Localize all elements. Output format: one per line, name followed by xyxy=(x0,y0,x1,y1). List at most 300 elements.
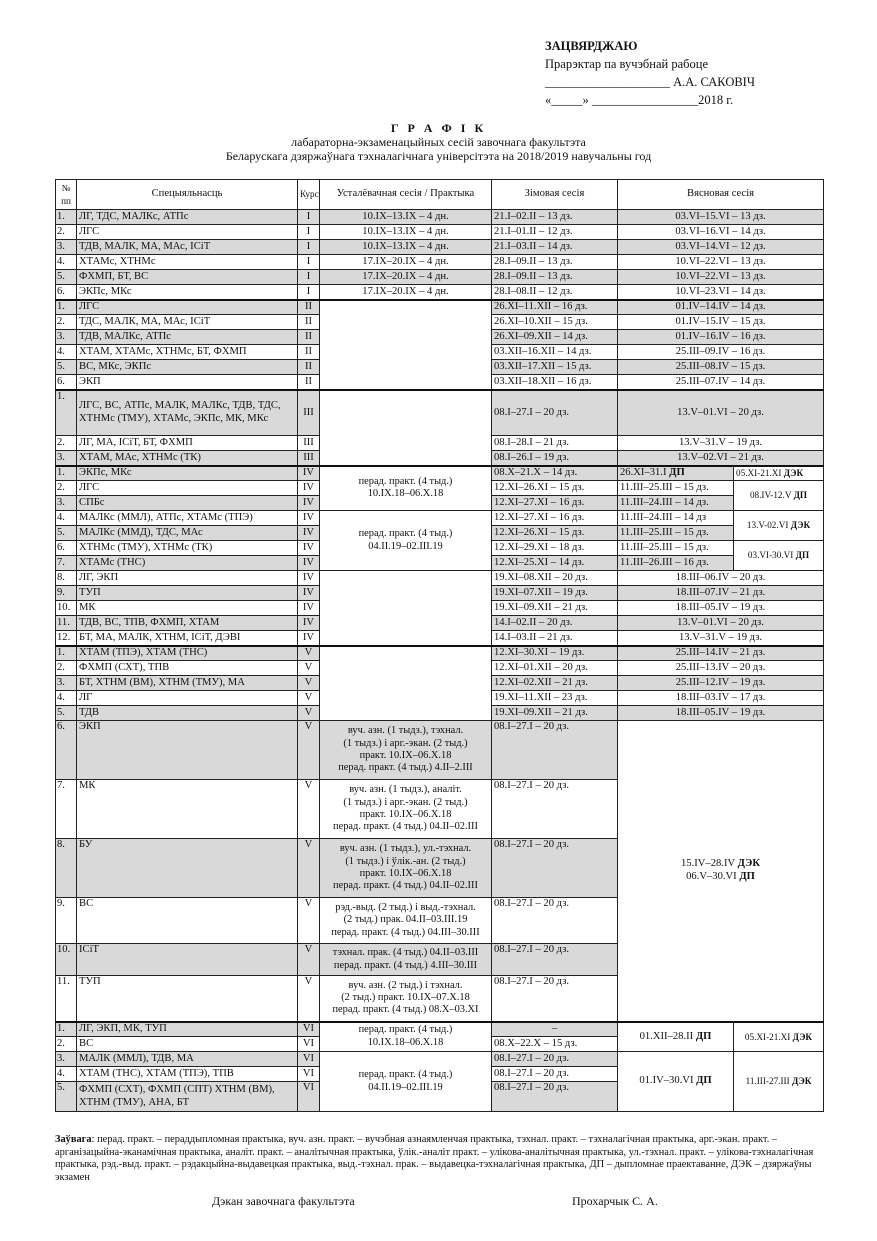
dek-type: ДЭК xyxy=(790,520,811,531)
cell-winter: 28.I–09.II – 13 дз. xyxy=(492,255,618,270)
cell-spring-merged xyxy=(618,721,824,1022)
cell-num: 5. xyxy=(56,270,77,285)
cell-winter: 08.I–27.I – 20 дз. xyxy=(492,898,618,944)
cell-course: I xyxy=(298,255,320,270)
table-row xyxy=(56,646,824,661)
cell-install-empty xyxy=(320,646,492,721)
cell-spec: ІСіТ xyxy=(77,944,298,976)
cell-spec: ЛГ, ЭКП xyxy=(77,571,298,586)
header-spec: Спецыяльнасць xyxy=(77,180,298,210)
practice-line: вуч. азн. (1 тыдз.), тэхнал. xyxy=(347,725,464,737)
table-row xyxy=(56,270,824,285)
cell-spring: 25.III–13.IV – 20 дз. xyxy=(618,661,824,676)
cell-spring: 01.IV–16.IV – 16 дз. xyxy=(618,330,824,345)
cell-num: 5. xyxy=(56,360,77,375)
cell-num: 11. xyxy=(56,616,77,631)
dp-dates: 01.IV–30.VI xyxy=(639,1075,694,1087)
cell-spring: 13.V–31.V – 19 дз. xyxy=(618,631,824,646)
cell-spring-part xyxy=(618,466,734,481)
cell-num: 2. xyxy=(56,481,77,496)
cell-course: V xyxy=(298,706,320,721)
spring-line-dp xyxy=(620,871,821,883)
cell-winter: 03.XII–16.XII – 14 дз. xyxy=(492,345,618,360)
document-title xyxy=(0,121,877,163)
cell-num: 4. xyxy=(56,691,77,706)
practice-line: практ. 10.IX–06.X.18 xyxy=(359,809,452,820)
table-row xyxy=(56,466,824,481)
practice-line: перад. практ. (4 тыд.) 04.III–30.III xyxy=(331,926,480,938)
approval-position: Прарэктар па вучэбнай рабоце xyxy=(545,57,708,71)
cell-spec: ЛГ xyxy=(77,691,298,706)
cell-install: 17.IX–20.IX – 4 дн. xyxy=(320,255,492,270)
cell-spring-dp xyxy=(734,541,824,571)
cell-spring: 25.III–12.IV – 19 дз. xyxy=(618,676,824,691)
cell-course: II xyxy=(298,360,320,375)
cell-spec: МАЛКс (ММЛ), АТПс, ХТАМс (ТПЭ) xyxy=(77,511,298,526)
cell-spec: ЭКП xyxy=(77,721,298,780)
footnote-label: Заўвага xyxy=(55,1134,92,1145)
practice-line: 10.IX.18–06.X.18 xyxy=(367,488,444,500)
cell-num: 2. xyxy=(56,1037,77,1052)
table-row xyxy=(56,571,824,586)
practice-line: перад. практ. (4 тыд.) 04.II–02.III xyxy=(333,880,478,892)
dek-dates: 11.III-27.III xyxy=(745,1076,790,1087)
cell-spec: БУ xyxy=(77,839,298,898)
cell-spec: ЛГ, ТДС, МАЛКс, АТПс xyxy=(77,210,298,225)
cell-num: 6. xyxy=(56,285,77,300)
dean-name: Прохарчык С. А. xyxy=(572,1194,658,1208)
table-row xyxy=(56,511,824,526)
cell-spring: 03.VI–16.VI – 14 дз. xyxy=(618,225,824,240)
cell-winter: 08.I–26.I – 19 дз. xyxy=(492,451,618,466)
cell-spring: 10.VI–23.VI – 14 дз. xyxy=(618,285,824,300)
header-num: № пп xyxy=(56,180,77,210)
cell-spec: ХТАМ (ТПЭ), ХТАМ (ТНС) xyxy=(77,646,298,661)
cell-winter: 21.I–02.II – 13 дз. xyxy=(492,210,618,225)
cell-course: VI xyxy=(298,1082,320,1112)
cell-spec: ТДВ, МАЛК, МА, МАс, ІСіТ xyxy=(77,240,298,255)
cell-install: 10.IX–13.IX – 4 дн. xyxy=(320,240,492,255)
cell-install: 17.IX–20.IX – 4 дн. xyxy=(320,285,492,300)
cell-winter: 03.XII–18.XII – 16 дз. xyxy=(492,375,618,390)
cell-num: 3. xyxy=(56,240,77,255)
practice-line: перад. практ. (4 тыд.) xyxy=(358,1069,453,1081)
cell-course: VI xyxy=(298,1067,320,1082)
cell-winter: 03.XII–17.XII – 15 дз. xyxy=(492,360,618,375)
approval-signature-line: ____________________ А.А. САКОВІЧ xyxy=(545,75,755,89)
cell-spec: МК xyxy=(77,780,298,839)
cell-winter: 19.XI–09.XII – 21 дз. xyxy=(492,706,618,721)
approval-date-line: «_____» _________________2018 г. xyxy=(545,93,734,107)
cell-install-empty xyxy=(320,571,492,646)
header-install: Усталёвачная сесія / Практыка xyxy=(320,180,492,210)
cell-course: I xyxy=(298,210,320,225)
cell-spec: ХТАМ, МАс, ХТНМс (ТК) xyxy=(77,451,298,466)
practice-line: вуч. азн. (1 тыдз.), ул.-тэхнал. xyxy=(339,843,472,855)
cell-install: 17.IX–20.IX – 4 дн. xyxy=(320,270,492,285)
cell-num: 1. xyxy=(56,210,77,225)
practice-line: 10.IX.18–06.X.18 xyxy=(367,1036,444,1048)
cell-spring: 01.IV–15.IV – 15 дз. xyxy=(618,315,824,330)
cell-winter: – xyxy=(492,1022,618,1037)
cell-course: IV xyxy=(298,511,320,526)
cell-num: 10. xyxy=(56,601,77,616)
cell-spec: ЛГ, МА, ІСіТ, БТ, ФХМП xyxy=(77,436,298,451)
cell-spring-part: 11.III–24.III – 14 дз xyxy=(618,511,734,526)
title-subtitle-1: лабараторна-экзаменацыйных сесій завочнага факультэта xyxy=(291,135,586,149)
cell-num: 2. xyxy=(56,315,77,330)
cell-winter: 08.I–27.I – 20 дз. xyxy=(492,976,618,1022)
cell-course: III xyxy=(298,436,320,451)
cell-winter: 12.XI–27.XI – 16 дз. xyxy=(492,511,618,526)
table-row xyxy=(56,285,824,300)
cell-num: 8. xyxy=(56,839,77,898)
schedule-table xyxy=(55,179,824,1112)
cell-spec: БТ, МА, МАЛК, ХТНМ, ІСіТ, ДЭВІ xyxy=(77,631,298,646)
header-winter: Зімовая сесія xyxy=(492,180,618,210)
cell-winter: 26.XI–09.XII – 14 дз. xyxy=(492,330,618,345)
cell-winter: 12.XI–29.XI – 18 дз. xyxy=(492,541,618,556)
cell-num: 4. xyxy=(56,511,77,526)
cell-spec: ХТАМ, ХТАМс, ХТНМс, БТ, ФХМП xyxy=(77,345,298,360)
cell-course: V xyxy=(298,976,320,1022)
cell-spring: 25.III–07.IV – 14 дз. xyxy=(618,375,824,390)
cell-course: VI xyxy=(298,1037,320,1052)
practice-line: перад. практ. (4 тыд.) 08.X–03.XI xyxy=(332,1004,479,1016)
cell-practice-merged xyxy=(320,466,492,511)
cell-num: 1. xyxy=(56,1022,77,1037)
cell-num: 3. xyxy=(56,676,77,691)
table-row xyxy=(56,1052,824,1067)
dek-dates: 05.XI-21.XI xyxy=(736,468,782,479)
table-row xyxy=(56,210,824,225)
spring-dek-dates: 15.IV–28.IV xyxy=(680,858,735,870)
cell-winter: 08.I–27.I – 20 дз. xyxy=(492,1052,618,1067)
cell-num: 11. xyxy=(56,976,77,1022)
cell-num: 6. xyxy=(56,721,77,780)
cell-num: 7. xyxy=(56,556,77,571)
table-row xyxy=(56,240,824,255)
cell-num: 2. xyxy=(56,225,77,240)
cell-spring-dp xyxy=(618,1022,734,1052)
practice-line: перад. практ. (4 тыд.) xyxy=(358,528,453,540)
cell-spring-part: 11.III–24.III – 14 дз. xyxy=(618,496,734,511)
cell-practice xyxy=(320,839,492,898)
cell-spec: ТУП xyxy=(77,586,298,601)
cell-num: 7. xyxy=(56,780,77,839)
cell-course: IV xyxy=(298,496,320,511)
cell-num: 10. xyxy=(56,944,77,976)
cell-course: II xyxy=(298,375,320,390)
cell-winter: 12.XI–26.XI – 15 дз. xyxy=(492,526,618,541)
practice-line: (1 тыдз.) і арг.-экан. (2 тыд.) xyxy=(343,737,468,749)
practice-line: тэхнал. прак. (4 тыд.) 04.II–03.III xyxy=(332,947,479,959)
cell-spec: ХТАМ (ТНС), ХТАМ (ТПЭ), ТПВ xyxy=(77,1067,298,1082)
cell-install-empty xyxy=(320,390,492,466)
practice-line: перад. практ. (4 тыд.) xyxy=(358,1024,453,1036)
cell-spring-dp xyxy=(618,1052,734,1112)
practice-line: перад. практ. (4 тыд.) xyxy=(358,475,453,487)
cell-spec: МАЛКс (ММД), ТДС, МАс xyxy=(77,526,298,541)
footnote-text: : перад. практ. – пераддыпломная практыка, вуч. азн. практ. – вучэбная азнаямленчая практыка, тэхнал. практ. – тэхналагічная практыка, арг.-экан. практ. – арганізацыйна-эканамічная практыка, аналіт. практ. – аналітычная практыка, ўлік.-аналіт практ. – улікова-аналітычная практыка, ул.-тэхнал. практ. – улікова-тэхналагічная практыка, рэд.-выд. практ. – рэдакцыйна-выдавецкая практыка, выд.-тэхнал. прак. – выдавецка-тэхналагічная практыка, ДП – дыпломнае праектаванне, ДЭК – дзяржаўны экзамен xyxy=(55,1134,814,1183)
cell-practice-merged xyxy=(320,511,492,571)
cell-winter: 08.I–27.I – 20 дз. xyxy=(492,839,618,898)
practice-line: перад. практ. (4 тыд.) 4.II–2.III xyxy=(338,762,473,774)
cell-course: II xyxy=(298,300,320,315)
table-row xyxy=(56,300,824,315)
cell-num: 5. xyxy=(56,1082,77,1112)
cell-num: 5. xyxy=(56,526,77,541)
cell-course: IV xyxy=(298,481,320,496)
cell-course: VI xyxy=(298,1022,320,1037)
cell-spec: МАЛК (ММЛ), ТДВ, МА xyxy=(77,1052,298,1067)
cell-course: IV xyxy=(298,466,320,481)
cell-practice xyxy=(320,721,492,780)
cell-course: II xyxy=(298,315,320,330)
cell-spring: 18.III–07.IV – 21 дз. xyxy=(618,586,824,601)
footnote xyxy=(55,1134,825,1184)
cell-practice xyxy=(320,976,492,1022)
practice-line: перад. практ. (4 тыд.) 4.III–30.III xyxy=(333,959,478,971)
table-row xyxy=(56,225,824,240)
cell-winter: 12.XI–30.XI – 19 дз. xyxy=(492,646,618,661)
cell-winter: 12.XI–02.XII – 21 дз. xyxy=(492,676,618,691)
cell-spring: 25.III–14.IV – 21 дз. xyxy=(618,646,824,661)
cell-course: V xyxy=(298,691,320,706)
cell-course: I xyxy=(298,270,320,285)
cell-course: V xyxy=(298,839,320,898)
cell-num: 1. xyxy=(56,646,77,661)
cell-num: 2. xyxy=(56,661,77,676)
cell-winter: 08.X–22.X – 15 дз. xyxy=(492,1037,618,1052)
cell-num: 5. xyxy=(56,706,77,721)
cell-num: 1. xyxy=(56,466,77,481)
cell-spec: ХТАМс, ХТНМс xyxy=(77,255,298,270)
cell-winter: 19.XI–07.XII – 19 дз. xyxy=(492,586,618,601)
header-spring: Вясновая сесія xyxy=(618,180,824,210)
cell-practice xyxy=(320,898,492,944)
cell-winter: 26.XI–11.XII – 16 дз. xyxy=(492,300,618,315)
cell-num: 9. xyxy=(56,898,77,944)
cell-winter: 08.I–27.I – 20 дз. xyxy=(492,780,618,839)
cell-spring: 18.III–05.IV – 19 дз. xyxy=(618,706,824,721)
cell-winter: 26.XI–10.XII – 15 дз. xyxy=(492,315,618,330)
cell-install: 10.IX–13.IX – 4 дн. xyxy=(320,210,492,225)
cell-spec: ФХМП (СХТ), ФХМП (СПТ) ХТНМ (ВМ), ХТНМ (ТМУ), АНА, БТ xyxy=(77,1082,298,1112)
cell-winter: 12.XI–27.XI – 16 дз. xyxy=(492,496,618,511)
spring-dek-type: ДЭК xyxy=(737,858,761,870)
practice-line: перад. практ. (4 тыд.) 04.II–02.III xyxy=(333,821,478,833)
cell-course: IV xyxy=(298,601,320,616)
cell-spring: 13.V–01.VI – 20 дз. xyxy=(618,616,824,631)
cell-spec: ЭКП xyxy=(77,375,298,390)
cell-course: II xyxy=(298,345,320,360)
spring-type: ДП xyxy=(669,467,685,479)
cell-practice xyxy=(320,780,492,839)
cell-spring: 13.V–31.V – 19 дз. xyxy=(618,436,824,451)
cell-install-empty xyxy=(320,300,492,390)
cell-course: I xyxy=(298,240,320,255)
cell-spec: ТДВ, ВС, ТПВ, ФХМП, ХТАМ xyxy=(77,616,298,631)
cell-num: 4. xyxy=(56,1067,77,1082)
dp-type: ДП xyxy=(795,550,810,561)
cell-num: 3. xyxy=(56,1052,77,1067)
cell-course: V xyxy=(298,780,320,839)
cell-spring: 10.VI–22.VI – 13 дз. xyxy=(618,270,824,285)
cell-winter: 12.XI–26.XI – 15 дз. xyxy=(492,481,618,496)
cell-winter: 28.I–08.II – 12 дз. xyxy=(492,285,618,300)
title-main: Г Р А Ф І К xyxy=(390,121,487,135)
cell-spring-part: 11.III–25.III – 15 дз. xyxy=(618,481,734,496)
practice-line: рэд.-выд. (2 тыд.) і выд.-тэхнал. xyxy=(335,901,476,913)
dp-dates: 08.IV-12.V xyxy=(749,490,792,501)
cell-winter: 08.I–27.I – 20 дз. xyxy=(492,390,618,436)
cell-spec: ВС xyxy=(77,898,298,944)
cell-spec: ФХМП (СХТ), ТПВ xyxy=(77,661,298,676)
practice-line: (2 тыд.) практ. 10.IX–07.X.18 xyxy=(341,992,470,1004)
spring-dates: 26.XI–31.I xyxy=(620,467,667,479)
dek-type: ДЭК xyxy=(783,468,804,479)
cell-winter: 08.I–27.I – 20 дз. xyxy=(492,1067,618,1082)
cell-num: 6. xyxy=(56,541,77,556)
cell-spring-part: 11.III–26.III – 16 дз. xyxy=(618,556,734,571)
cell-course: I xyxy=(298,225,320,240)
cell-spring: 03.VI–14.VI – 12 дз. xyxy=(618,240,824,255)
practice-line: (2 тыд.) прак. 04.II–03.III.19 xyxy=(343,914,468,926)
cell-num: 4. xyxy=(56,345,77,360)
cell-spring: 18.III–06.IV – 20 дз. xyxy=(618,571,824,586)
cell-num: 8. xyxy=(56,571,77,586)
dek-dates: 13.V-02.VI xyxy=(746,520,789,531)
cell-num: 4. xyxy=(56,255,77,270)
cell-spec: СПБс xyxy=(77,496,298,511)
cell-practice xyxy=(320,944,492,976)
cell-spec: БТ, ХТНМ (ВМ), ХТНМ (ТМУ), МА xyxy=(77,676,298,691)
dek-type: ДЭК xyxy=(792,1031,813,1042)
cell-course: II xyxy=(298,330,320,345)
cell-num: 3. xyxy=(56,451,77,466)
table-row xyxy=(56,255,824,270)
cell-spring: 25.III–08.IV – 15 дз. xyxy=(618,360,824,375)
cell-course: I xyxy=(298,285,320,300)
cell-spec: ЛГС, ВС, АТПс, МАЛК, МАЛКс, ТДВ, ТДС, ХТНМс (ТМУ), ХТАМс, ЭКПс, МК, МКс xyxy=(77,390,298,436)
cell-practice-merged xyxy=(320,1052,492,1112)
cell-course: V xyxy=(298,646,320,661)
practice-line: практ. 10.IX–06.X.18 xyxy=(359,750,452,761)
cell-spring: 10.VI–22.VI – 13 дз. xyxy=(618,255,824,270)
table-row xyxy=(56,721,824,780)
cell-spec: ТДВ xyxy=(77,706,298,721)
approval-heading: ЗАЦВЯРДЖАЮ xyxy=(545,39,638,53)
cell-spring-dek xyxy=(734,1022,824,1052)
cell-num: 1. xyxy=(56,300,77,315)
dek-dates: 05.XI-21.XI xyxy=(744,1031,791,1042)
table-row xyxy=(56,1022,824,1037)
practice-line: вуч. азн. (1 тыдз.), аналіт. xyxy=(349,784,462,796)
cell-spring: 03.VI–15.VI – 13 дз. xyxy=(618,210,824,225)
cell-spec: ЛГ, ЭКП, МК, ТУП xyxy=(77,1022,298,1037)
cell-spring-part: 11.III–25.III – 15 дз. xyxy=(618,526,734,541)
practice-line: вуч. азн. (2 тыд.) і тэхнал. xyxy=(348,979,463,991)
cell-spring: 13.V–01.VI – 20 дз. xyxy=(618,390,824,436)
cell-winter: 14.I–03.II – 21 дз. xyxy=(492,631,618,646)
cell-spec: ТДВ, МАЛКс, АТПс xyxy=(77,330,298,345)
cell-winter: 28.I–09.II – 13 дз. xyxy=(492,270,618,285)
cell-spring-dek xyxy=(734,1052,824,1112)
cell-course: VI xyxy=(298,1052,320,1067)
header-course: Курс xyxy=(298,180,320,210)
dp-type: ДП xyxy=(695,1030,712,1042)
cell-winter: 08.I–28.I – 21 дз. xyxy=(492,436,618,451)
cell-num: 6. xyxy=(56,375,77,390)
cell-spring: 18.III–05.IV – 19 дз. xyxy=(618,601,824,616)
cell-winter: 08.I–27.I – 20 дз. xyxy=(492,1082,618,1112)
spring-dp-dates: 06.V–30.VI xyxy=(686,870,737,882)
cell-course: IV xyxy=(298,631,320,646)
dek-type: ДЭК xyxy=(791,1076,812,1087)
cell-spring-part: 11.III–25.III – 15 дз. xyxy=(618,541,734,556)
cell-num: 2. xyxy=(56,436,77,451)
table-row xyxy=(56,390,824,436)
cell-course: III xyxy=(298,390,320,436)
cell-winter: 21.I–03.II – 14 дз. xyxy=(492,240,618,255)
cell-install: 10.IX–13.IX – 4 дн. xyxy=(320,225,492,240)
cell-spring: 01.IV–14.IV – 14 дз. xyxy=(618,300,824,315)
cell-course: IV xyxy=(298,586,320,601)
dp-type: ДП xyxy=(793,490,808,501)
cell-spec: ЛГС xyxy=(77,225,298,240)
cell-course: V xyxy=(298,721,320,780)
dp-type: ДП xyxy=(696,1075,712,1087)
cell-winter: 21.I–01.II – 12 дз. xyxy=(492,225,618,240)
cell-winter: 19.XI–11.XII – 23 дз. xyxy=(492,691,618,706)
cell-num: 3. xyxy=(56,496,77,511)
cell-course: V xyxy=(298,661,320,676)
cell-winter: 12.XI–25.XI – 14 дз. xyxy=(492,556,618,571)
table-header-row xyxy=(56,180,824,210)
practice-line: практ. 10.IX–06.X.18 xyxy=(359,868,452,879)
practice-line: (1 тыдз.) і арг.-экан. (2 тыд.) xyxy=(343,796,468,808)
dp-dates: 01.XII–28.II xyxy=(639,1030,694,1042)
cell-winter: 19.XI–08.XII – 20 дз. xyxy=(492,571,618,586)
cell-spec: ЭКПс, МКс xyxy=(77,466,298,481)
cell-spec: ФХМП, БТ, ВС xyxy=(77,270,298,285)
cell-course: IV xyxy=(298,526,320,541)
practice-line: 04.II.19–02.III.19 xyxy=(368,1081,443,1093)
cell-spring: 25.III–09.IV – 16 дз. xyxy=(618,345,824,360)
cell-spring-dek xyxy=(734,511,824,541)
spring-line-dek xyxy=(620,858,821,870)
cell-course: IV xyxy=(298,541,320,556)
cell-winter: 08.I–27.I – 20 дз. xyxy=(492,944,618,976)
cell-num: 3. xyxy=(56,330,77,345)
cell-course: V xyxy=(298,898,320,944)
dp-dates: 03.VI-30.VI xyxy=(747,550,794,561)
cell-winter: 08.X–21.X – 14 дз. xyxy=(492,466,618,481)
cell-spec: ХТАМс (ТНС) xyxy=(77,556,298,571)
cell-spec: ЭКПс, МКс xyxy=(77,285,298,300)
spring-dp-type: ДП xyxy=(739,870,755,882)
cell-spec: ЛГС xyxy=(77,300,298,315)
cell-course: IV xyxy=(298,556,320,571)
approval-block xyxy=(545,37,865,109)
cell-spec: ТДС, МАЛК, МА, МАс, ІСіТ xyxy=(77,315,298,330)
cell-spec: ЛГС xyxy=(77,481,298,496)
cell-spring: 13.V–02.VI – 21 дз. xyxy=(618,451,824,466)
cell-winter: 19.XI–09.XII – 21 дз. xyxy=(492,601,618,616)
cell-num: 12. xyxy=(56,631,77,646)
cell-spring: 18.III–03.IV – 17 дз. xyxy=(618,691,824,706)
